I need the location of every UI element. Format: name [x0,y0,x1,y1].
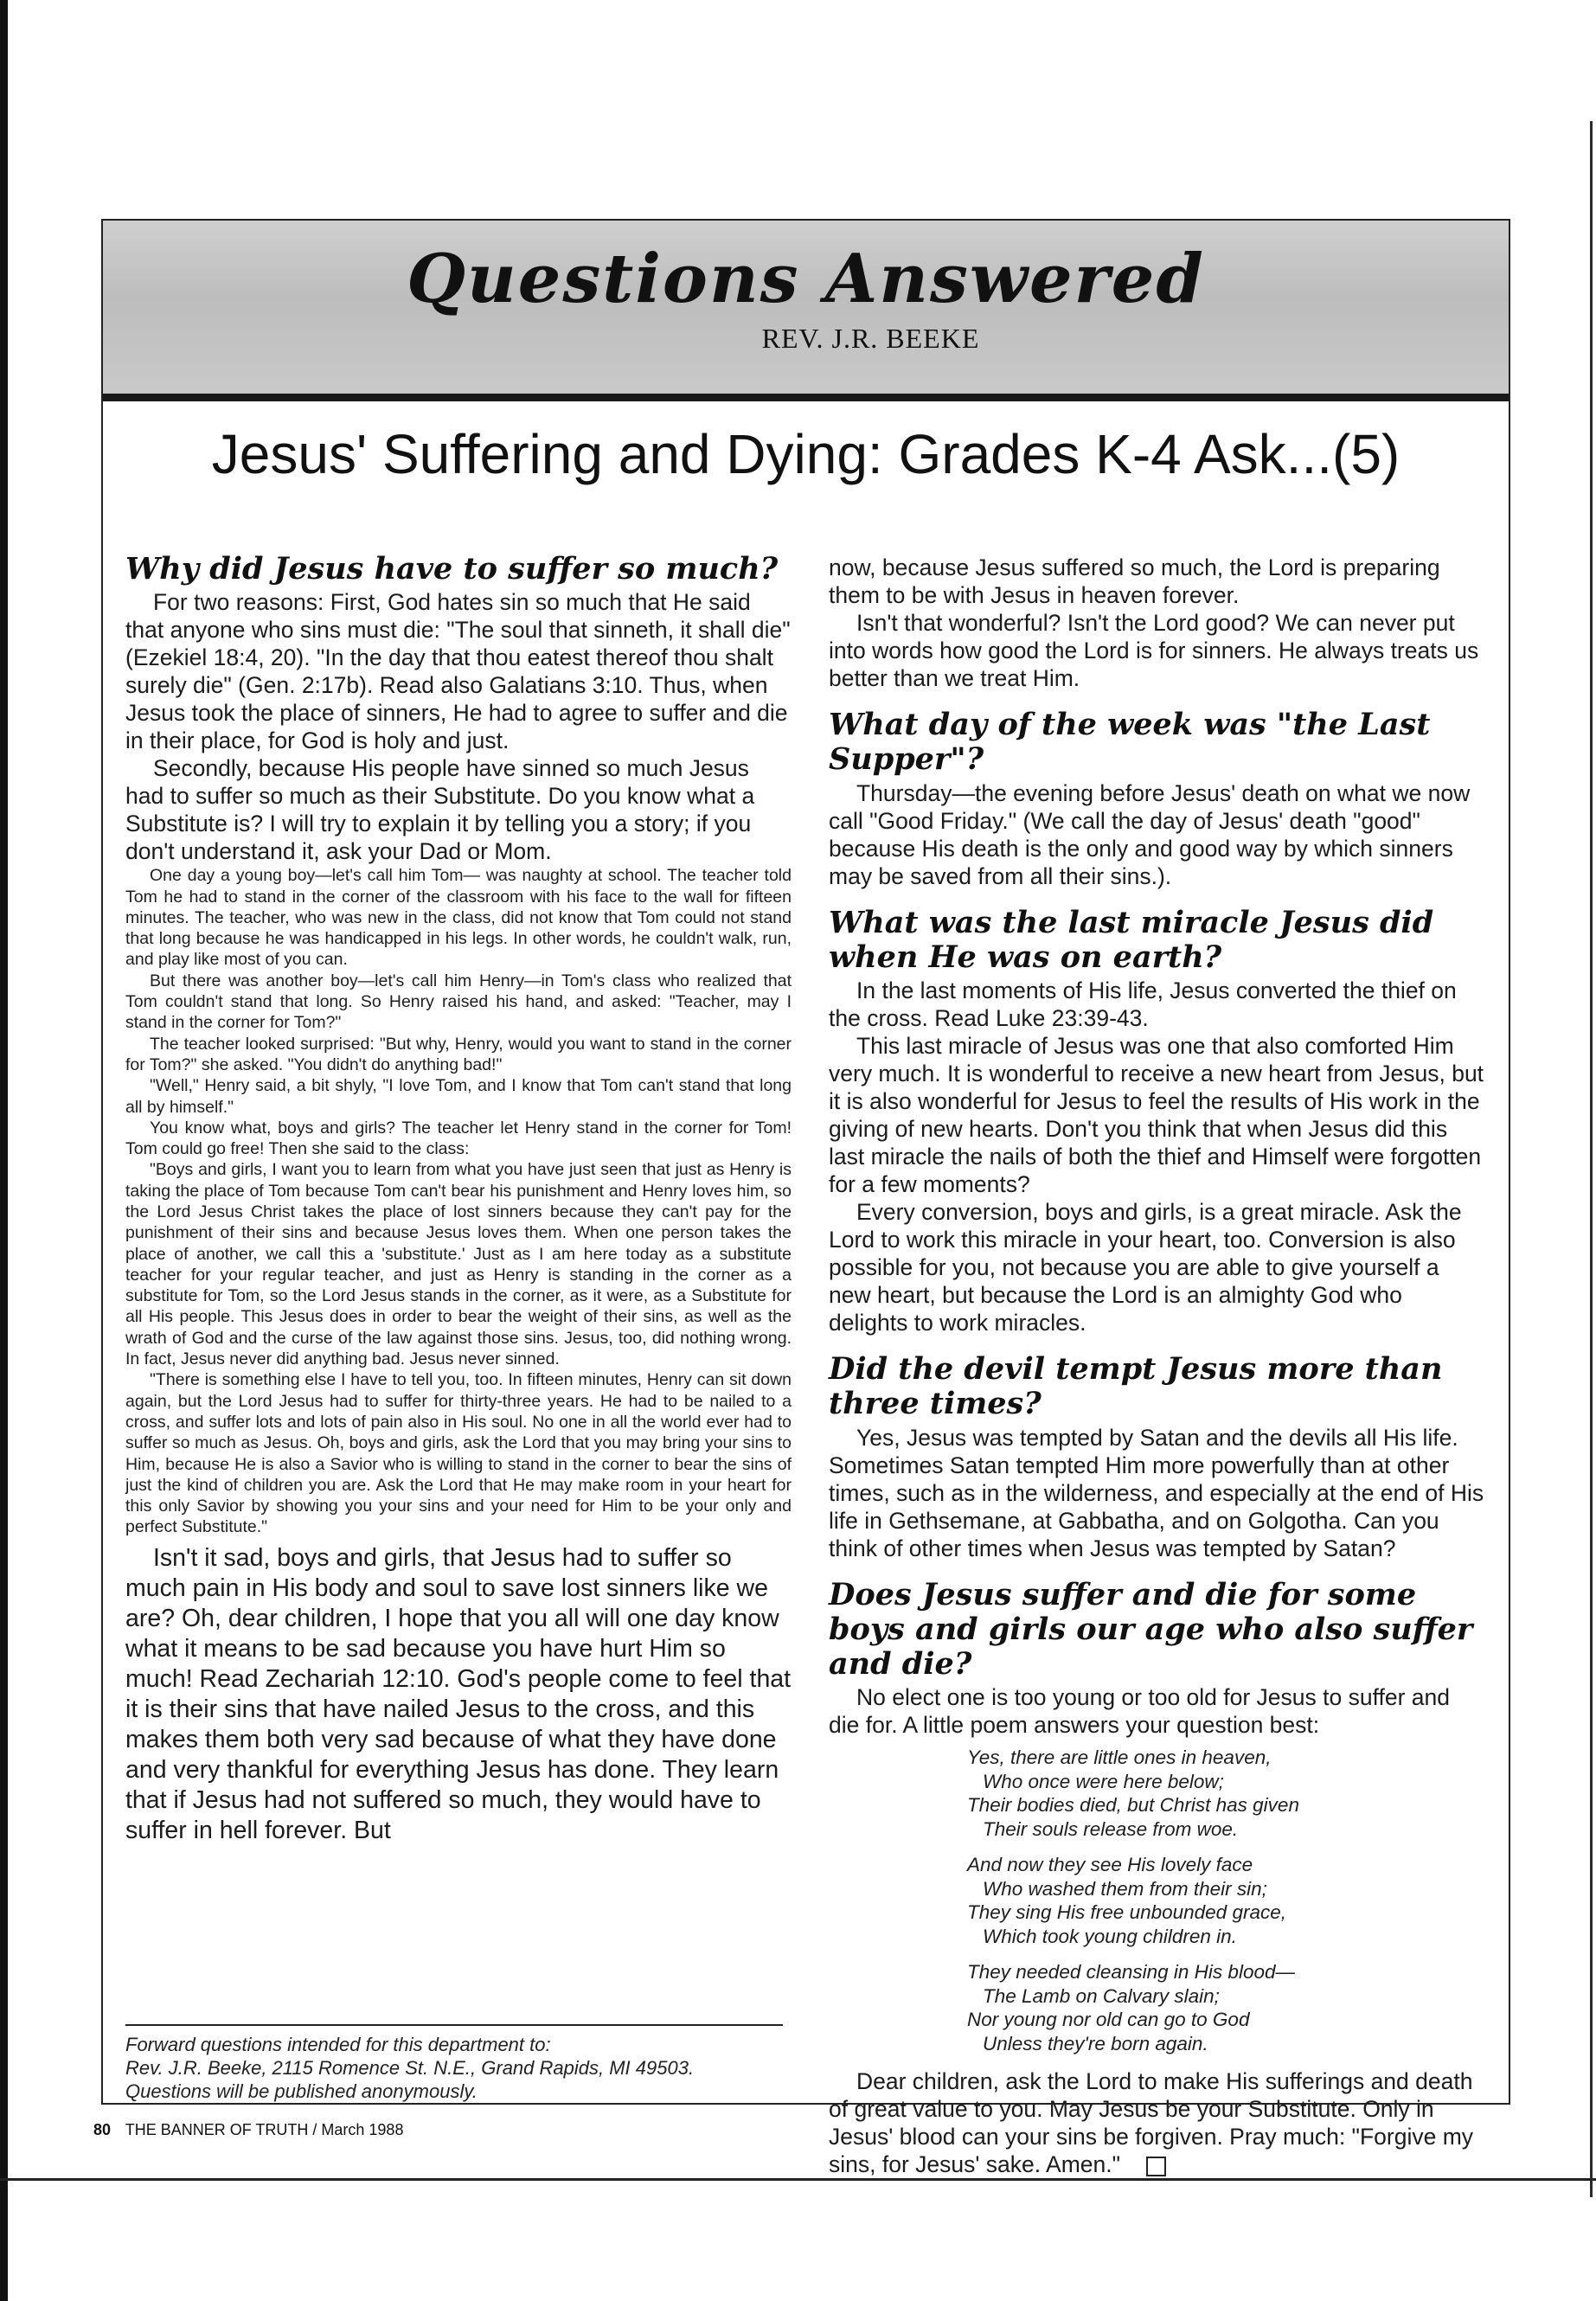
scan-edge-right [1590,121,1593,2197]
answer-paragraph: Secondly, because His people have sinned so much Jesus had to suffer so much as their Substitute. Do you know what a Substitute is? I will try to explain it by telling you a story; if you don't understand it, ask your Dad or Mom. [125,755,755,865]
answer-paragraph: Thursday—the evening before Jesus' death on what we now call "Good Friday." (We call the day of Jesus' death "good" because His death is the only and good way by which sinners may be saved from all their sins.). [829,779,1471,889]
question-4: Did the devil tempt Jesus more than three times? [829,1351,1443,1422]
story-paragraph: "Well," Henry said, a bit shyly, "I love Tom, and I know that Tom can't stand that long all by himself." [125,1076,792,1117]
page-margin-top [0,0,1596,117]
poem-line: Nor young nor old can go to God [967,2009,1250,2031]
poem-line: Yes, there are little ones in heaven, [967,1747,1272,1769]
publication-name: THE BANNER OF TRUTH / March 1988 [125,2121,404,2138]
article-headline: Jesus' Suffering and Dying: Grades K-4 Ask...(5) [211,423,1401,485]
poem-line: Their bodies died, but Christ has given [967,1794,1299,1817]
page-footer [93,2121,403,2139]
answer-paragraph: Isn't it sad, boys and girls, that Jesus had to suffer so much pain in His body and soul to save lost sinners like we are? Oh, dear children, I hope that you all will one day know what it means to be sad because you have hurt Him so much! Read Zechariah 12:10. God's people come to feel that it is their sins that have nailed Jesus to the cross, and this makes them both very sad because of what they have done and very thankful for everything Jesus has done. They learn that if Jesus had not suffered so much, they would have to suffer in hell forever. But [125,1543,792,1844]
answer-paragraph: Isn't that wonderful? Isn't the Lord good? We can never put into words how good the Lord is for sinners. He always treats us better than we treat Him. [829,610,1479,691]
question-5: Does Jesus suffer and die for some boys and girls our age who also suffer and die? [829,1576,1473,1682]
answer-paragraph: Every conversion, boys and girls, is a great miracle. Ask the Lord to work this miracle in your heart, too. Conversion is also possible for you, not because you are able to give yourself a new heart, but because the Lord is an almighty God who delights to work miracles. [829,1199,1462,1336]
department-title: Questions Answered [407,240,1205,318]
forward-divider [125,2024,783,2026]
poem-line: Unless they're born again. [983,2032,1208,2054]
poem-line: Who washed them from their sin; [983,1877,1267,1900]
poem-line: Which took young children in. [983,1925,1237,1947]
answer-paragraph: Yes, Jesus was tempted by Satan and the devils all His life. Sometimes Satan tempted Him more powerfully than at other times, such as in the wilderness, and especially at the end of His life in Gethsemane, at Gabbatha, and on Golgotha. Can you think of other times when Jesus was tempted by Satan? [829,1424,1484,1561]
question-3: What was the last miracle Jesus did when He was on earth? [829,904,1434,975]
department-banner [103,221,1509,401]
poem-stanza [967,1960,1486,2055]
poem-line: They sing His free unbounded grace, [967,1901,1286,1924]
left-column [125,552,792,1846]
poem-line: Their souls release from woe. [983,1817,1239,1840]
story-paragraph: You know what, boys and girls? The teacher let Henry stand in the corner for Tom! Tom could go free! Then she said to the class: [125,1118,792,1159]
end-mark-icon [1146,2157,1166,2176]
forward-note [125,2033,792,2103]
poem-line: They needed cleansing in His blood— [967,1961,1295,1984]
forward-line: Rev. J.R. Beeke, 2115 Romence St. N.E., Grand Rapids, MI 49503. [125,2057,695,2079]
poem-line: Who once were here below; [983,1770,1224,1792]
department-author: REV. J.R. BEEKE [761,323,980,354]
story-paragraph: The teacher looked surprised: "But why, Henry, would you want to stand in the corner for Tom?" she asked. "You didn't do anything bad!" [125,1034,792,1074]
question-2: What day of the week was "the Last Supper"? [829,707,1431,778]
scan-edge-left [0,0,8,2301]
closing-text: Dear children, ask the Lord to make His sufferings and death of great value to you. May Jesus be your Substitute. Only in Jesus' blood can your sins be forgiven. Pray much: "Forgive my sins, for Jesus' sake. Amen." [829,2068,1474,2178]
story-paragraph: "There is something else I have to tell you, too. In fifteen minutes, Henry can sit down again, but the Lord Jesus had to suffer for thirty-three years. He had to be nailed to a cross, and suffer lots and lots of pain also in His soul. No one in all the world ever had to suffer so much as Jesus. Oh, boys and girls, ask the Lord that you may bring your sins to Him, because He is also a Savior who is willing to stand in the corner to bear the sins of just the kind of children you are. Ask the Lord that He may make room in your heart for this only Savior by showing you your sins and your need for Him to be your only and perfect Substitute." [125,1370,792,1537]
forward-line: Forward questions intended for this department to: [125,2034,551,2055]
page-number: 80 [93,2121,112,2138]
story-paragraph: One day a young boy—let's call him Tom— was naughty at school. The teacher told Tom he had to stand in the corner of the classroom with his face to the wall for fifteen minutes. The teacher, who was new in the class, did not know that Tom could not stand that long because he was handicapped in his legs. In other words, he couldn't walk, run, and play like most of you can. [125,866,792,970]
poem-stanza [967,1853,1486,1948]
answer-paragraph: No elect one is too young or too old for Jesus to suffer and die for. A little poem answers your question best: [829,1684,1450,1739]
question-1: Why did Jesus have to suffer so much? [125,551,779,586]
poem-line: The Lamb on Calvary slain; [983,1984,1220,2007]
poem-stanza [967,1746,1486,1841]
poem [967,1746,1486,2055]
story-paragraph: But there was another boy—let's call him Henry—in Tom's class who realized that Tom couldn't stand that long. So Henry raised his hand, and asked: "Teacher, may I stand in the corner for Tom?" [125,971,792,1033]
page-bottom-rule [0,2178,1596,2181]
answer-paragraph: This last miracle of Jesus was one that also comforted Him very much. It is wonderful to receive a new heart from Jesus, but it is also wonderful for Jesus to feel the results of His work in the giving of new hearts. Don't you think that when Jesus did this last miracle the nails of both the thief and Himself were forgotten for a few moments? [829,1033,1484,1197]
answer-paragraph: For two reasons: First, God hates sin so much that He said that anyone who sins must die: "The soul that sinneth, it shall die" (Ezekiel 18:4, 20). "In the day that thou eatest thereof thou shalt surely die" (Gen. 2:17b). Read also Galatians 3:10. Thus, when Jesus took the place of sinners, He had to agree to suffer and die in their place, for God is holy and just. [125,589,791,754]
closing-paragraph [829,2067,1486,2178]
answer-paragraph: In the last moments of His life, Jesus converted the thief on the cross. Read Luke 23:39-43. [829,977,1457,1031]
forward-line: Questions will be published anonymously. [125,2080,478,2102]
poem-line: And now they see His lovely face [967,1854,1253,1876]
answer-paragraph: now, because Jesus suffered so much, the Lord is preparing them to be with Jesus in heaven forever. [829,554,1440,608]
story-paragraph: "Boys and girls, I want you to learn from what you have just seen that just as Henry is taking the place of Tom because Tom can't bear his punishment and Henry loves him, so the Lord Jesus Christ takes the place of lost sinners because they can't pay for the punishment of their sins and because Jesus loves them. When one person takes the place of another, we call this a 'substitute.' Just as I am here today as a substitute teacher for your regular teacher, and just as Henry is standing in the corner as a substitute for Tom, so the Lord Jesus stands in the corner, as it were, as a Substitute for all His people. This Jesus does in order to bear the weight of their sins, as well as the wrath of God and the curse of the law against those sins. Jesus, too, did nothing wrong. In fact, Jesus never did anything bad. Jesus never sinned. [125,1160,792,1369]
right-column [829,554,1486,2178]
